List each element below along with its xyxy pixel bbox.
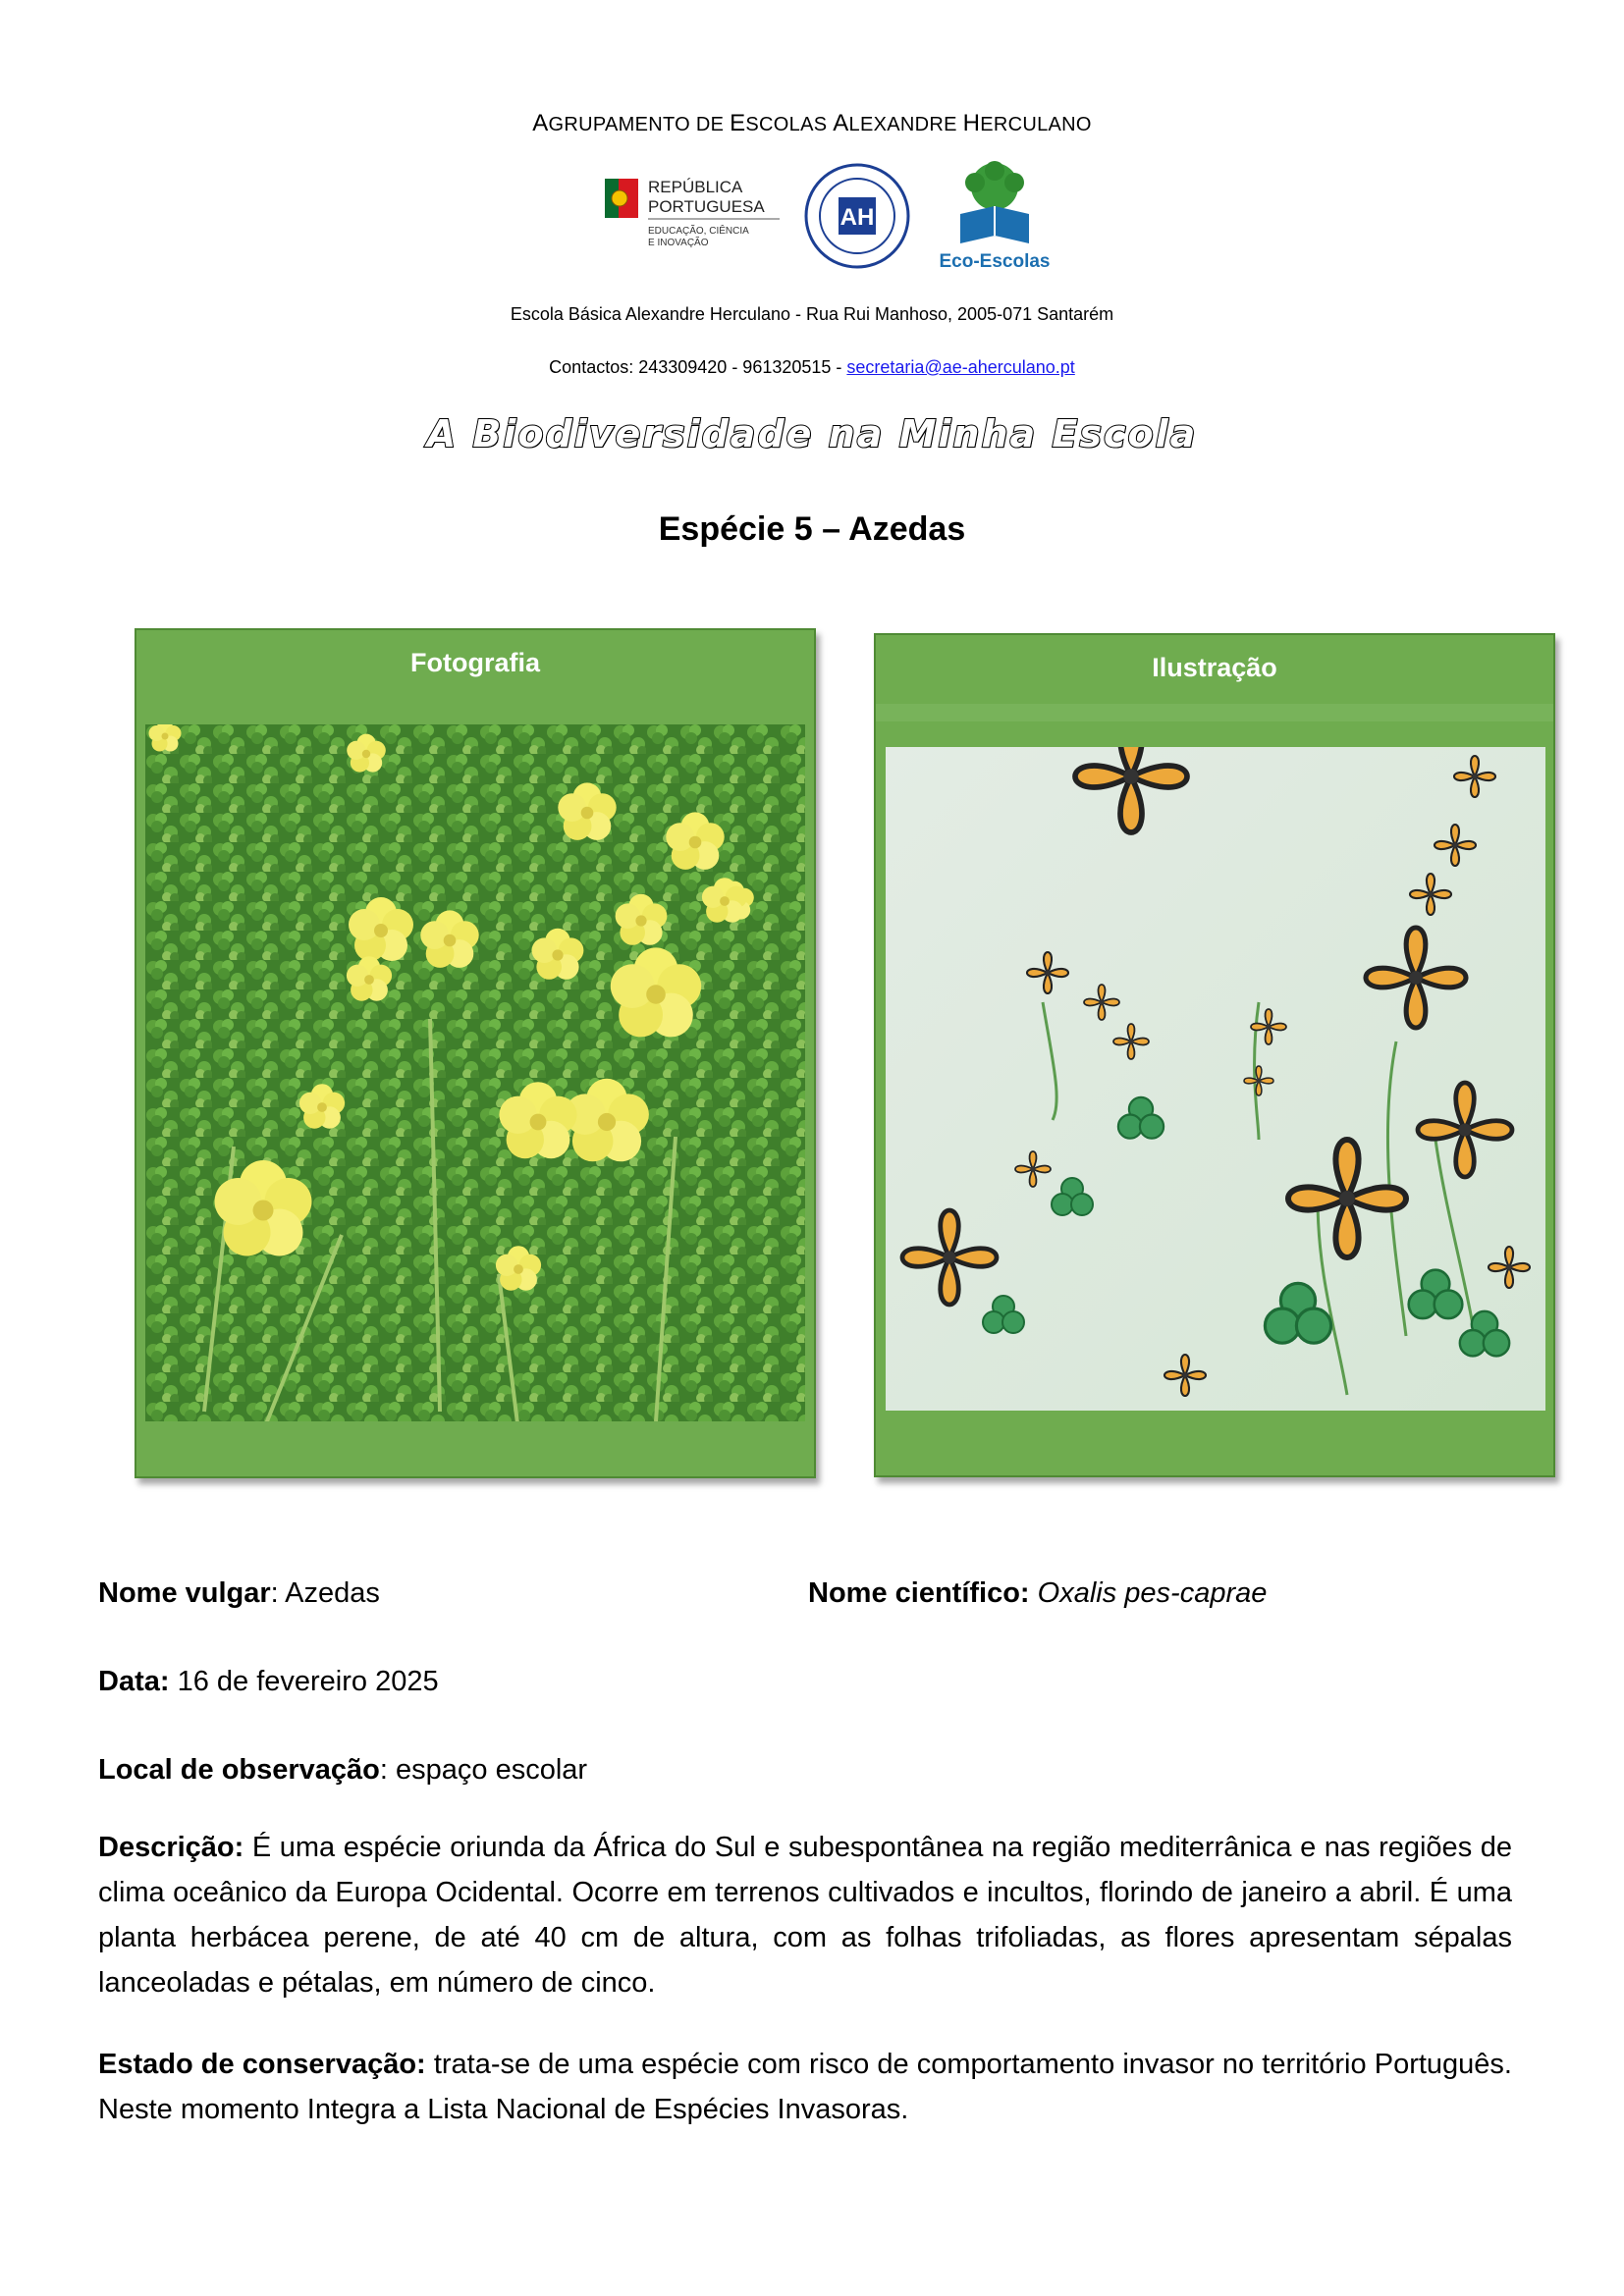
description-value: É uma espécie oriunda da África do Sul e subespontânea na região mediterrânica e nas regiões de clima oceânico da Europa Ocidental. Ocorre em terrenos cultivados e incultos, florindo de janeiro a abril. É uma planta herbácea perene, de até 40 cm de altura, com as folhas trifoliadas, as flores apresentam sépalas lanceoladas e pétalas, em número de cinco. xyxy=(98,1832,1512,1999)
school-name-initial: H xyxy=(962,110,981,136)
common-name-label: Nome vulgar xyxy=(98,1577,271,1609)
school-name-part: LEXANDRE xyxy=(848,114,963,135)
date-field xyxy=(98,1659,439,1704)
school-name-part: GRUPAMENTO DE xyxy=(548,114,731,135)
conservation-label: Estado de conservação: xyxy=(98,2049,426,2080)
date-label: Data: xyxy=(98,1666,170,1697)
eco-escolas-text: Eco-Escolas xyxy=(939,251,1051,272)
photo-panel xyxy=(135,628,816,1478)
location-field xyxy=(98,1747,587,1792)
common-name-value: : Azedas xyxy=(270,1577,380,1609)
school-name-part: SCOLAS xyxy=(745,114,834,135)
illustration-panel-label: Ilustração xyxy=(1152,653,1277,682)
armillary-sphere-icon xyxy=(612,190,627,206)
logo-text-line2: PORTUGUESA xyxy=(648,197,765,216)
date-value: 16 de fevereiro 2025 xyxy=(169,1666,439,1697)
photo-panel-label: Fotografia xyxy=(410,648,540,677)
common-name-field xyxy=(98,1571,380,1616)
location-value: : espaço escolar xyxy=(379,1754,588,1786)
species-title: Espécie 5 – Azedas xyxy=(658,510,966,548)
republica-portuguesa-logo xyxy=(603,167,789,255)
oxalis-drawing xyxy=(886,747,1545,1411)
logos-row xyxy=(0,157,1624,275)
school-name xyxy=(0,110,1624,137)
scientific-name-field xyxy=(808,1571,1267,1616)
description-paragraph xyxy=(98,1825,1512,2005)
logo-text-line4: E INOVAÇÃO xyxy=(648,238,709,248)
oxalis-photo xyxy=(145,724,805,1421)
school-name-initial: A xyxy=(532,110,549,136)
logo-text-line1: REPÚBLICA xyxy=(648,178,743,196)
description-label: Descrição: xyxy=(98,1832,244,1863)
school-name-initial: E xyxy=(730,110,746,136)
scientific-name-value: Oxalis pes-caprae xyxy=(1029,1577,1268,1609)
contacts-line xyxy=(0,357,1624,378)
scientific-name-label: Nome científico: xyxy=(808,1577,1030,1609)
location-label: Local de observação xyxy=(98,1754,380,1786)
eco-escolas-logo xyxy=(931,157,1058,275)
ah-school-seal-logo xyxy=(803,162,911,270)
project-title: A Biodiversidade na Minha Escola xyxy=(426,412,1198,455)
school-name-initial: A xyxy=(833,110,849,136)
illustration-panel xyxy=(874,633,1555,1477)
conservation-paragraph xyxy=(98,2042,1512,2132)
svg-text:AH: AH xyxy=(839,204,875,231)
logo-text-line3: EDUCAÇÃO, CIÊNCIA xyxy=(648,226,749,237)
school-name-part: ERCULANO xyxy=(980,114,1092,135)
school-address: Escola Básica Alexandre Herculano - Rua Rui Manhoso, 2005-071 Santarém xyxy=(510,304,1114,324)
contact-email-link[interactable]: secretaria@ae-aherculano.pt xyxy=(846,357,1075,377)
contacts-phones: Contactos: 243309420 - 961320515 - xyxy=(549,357,847,377)
conservation-value: trata-se de uma espécie com risco de comportamento invasor no território Português. Neste momento Integra a Lista Nacional de Espécies Invasoras. xyxy=(98,2049,1512,2125)
